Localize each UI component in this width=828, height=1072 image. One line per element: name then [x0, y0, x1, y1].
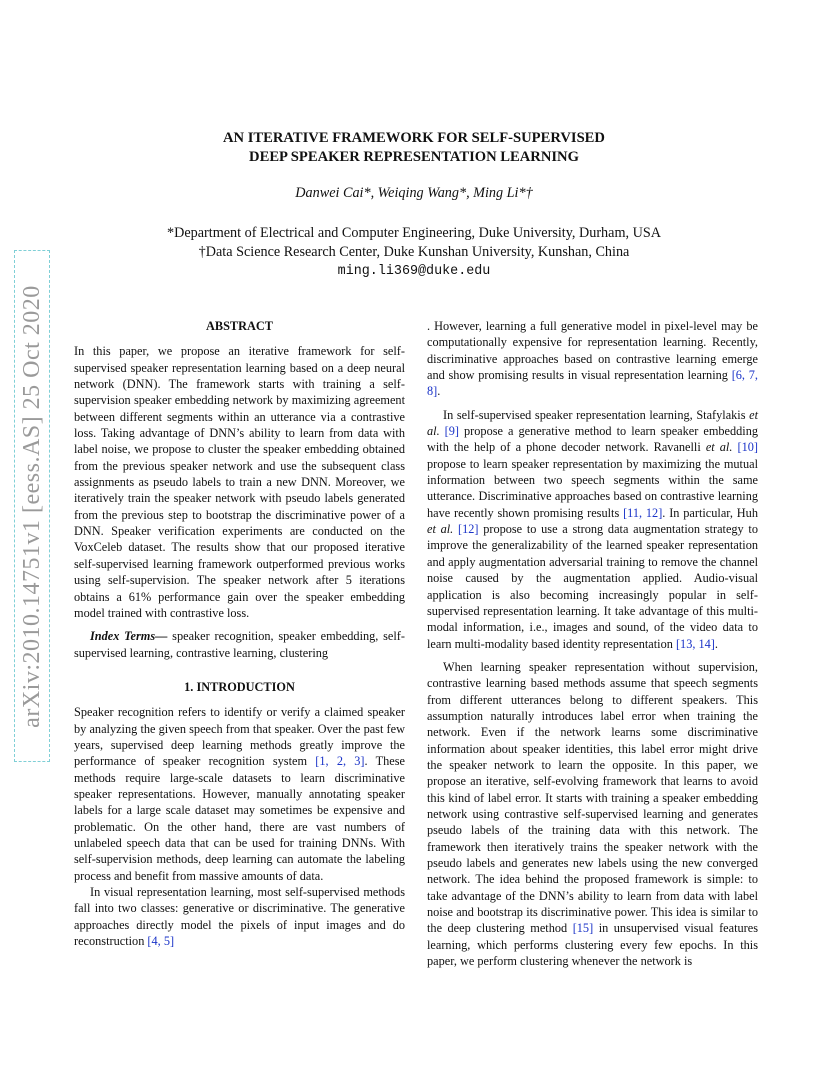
intro-paragraph-2-continued	[427, 318, 758, 400]
arxiv-stamp	[14, 250, 50, 762]
intro-paragraph-1	[74, 704, 405, 884]
text: . These methods require large-scale datasets to learn discriminative speaker representations. However, manually annotating speaker labels for a large scale dataset may sometimes be expensive and problematic. On the other hand, there are vast numbers of unlabeled speech data that can be used for training DNNs. With self-supervision methods, deep learning can automate the labeling process and benefit from massive amounts of data.	[74, 754, 405, 883]
intro-paragraph-2	[74, 884, 405, 949]
arxiv-id: arXiv:2010.14751v1 [eess.AS] 25 Oct 2020	[18, 284, 45, 728]
text: .	[714, 636, 718, 651]
et-al: et al.	[427, 407, 758, 439]
affiliation-1: *Department of Electrical and Computer Engineering, Duke University, Durham, USA	[167, 225, 661, 241]
title-line-2: DEEP SPEAKER REPRESENTATION LEARNING	[249, 149, 579, 165]
section-1-heading: 1. INTRODUCTION	[184, 679, 295, 694]
et-al: et al.	[705, 440, 733, 455]
abstract-text: In this paper, we propose an iterative framework for self-supervised speaker representation learning based on a deep neural network (DNN). The framework starts with training a self-supervision speaker embedding network by maximizing agreement between different segments within an utterance via a contrastive loss. Taking advantage of DNN’s ability to learn from data with label noise, we propose to cluster the speaker embedding obtained from the previous speaker network and use the subsequent class assignments as pseudo labels to train a new DNN. Moreover, we iteratively train the speaker network with pseudo labels generated from the previous step to bootstrap the discriminative power of a DNN. Speaker verification experiments are conducted on the VoxCeleb dataset. The results show that our proposed iterative self-supervised learning framework outperformed previous works using self-supervision. The speaker network after 5 iterations obtains a 61% performance gain over the speaker embedding model trained with contrastive loss.	[74, 344, 405, 620]
text: .	[437, 384, 441, 399]
text: in unsupervised visual features learning, which performs clustering every few epochs. In this paper, we perform clustering whenever the network is	[427, 921, 758, 969]
abstract-heading: ABSTRACT	[206, 319, 273, 333]
citation-link[interactable]: [6, 7, 8]	[427, 368, 758, 399]
citation-link[interactable]: [15]	[572, 921, 594, 936]
text: Speaker recognition refers to identify or verify a claimed speaker by analyzing the given speech from that speaker. Over the past few years, supervised deep learning methods greatly improve the performance of speaker recognition system	[74, 705, 405, 769]
right-column	[427, 318, 758, 969]
et-al: et al.	[427, 522, 454, 537]
citation-link[interactable]: [11, 12]	[623, 505, 663, 520]
intro-paragraph-3	[427, 407, 758, 652]
paper-title	[60, 129, 768, 167]
intro-paragraph-4	[427, 659, 758, 970]
text: When learning speaker representation without supervision, contrastive learning based methods assume that speech segments from different utterances belong to different speakers. This assumption naturally introduces label error when training the network. Even if the network learns some discriminative information about speaker identities, this label error might drive the speaker network to learn the opposite. In this paper, we propose an iterative, self-evolving framework that learns to avoid this kind of label error. It starts with training a speaker embedding network using contrastive self-supervised learning and generates pseudo labels of the training data with this network. The framework then iteratively trains the speaker network with the pseudo labels and generates new labels using the new converged network. The idea behind the proposed framework is simple: to take advantage of the DNN’s ability to learn from data with label noise and bootstrap its discriminative power. This idea is similar to the deep clustering method	[427, 659, 758, 936]
text: . In particular, Huh	[662, 505, 758, 520]
text: propose a generative method to learn speaker embedding with the help of a phone decoder network. Ravanelli	[427, 424, 759, 455]
email: ming.li369@duke.edu	[337, 264, 491, 279]
citation-link[interactable]: [4, 5]	[147, 934, 175, 949]
citation-link[interactable]: [1, 2, 3]	[315, 754, 365, 769]
authors: Danwei Cai*, Weiqing Wang*, Ming Li*†	[295, 185, 533, 201]
affiliation-2: †Data Science Research Center, Duke Kunshan University, Kunshan, China	[198, 244, 630, 260]
index-terms	[74, 628, 405, 661]
text: In self-supervised speaker representation learning, Stafylakis	[443, 407, 750, 422]
title-line-1: AN ITERATIVE FRAMEWORK FOR SELF-SUPERVISED	[223, 130, 605, 146]
text: propose to use a strong data augmentation strategy to improve the generalizability of the learned speaker representation and apply augmentation adversarial training to remove the channel noise caused by the augmentation applied. Audio-visual application is also becoming increasingly popular in self-supervised representation learning. It take advantage of this multi-modal information, i.e., images and sound, of the video data to learn multi-modality based identity representation	[427, 522, 758, 651]
left-column	[74, 318, 405, 949]
citation-link[interactable]: [10]	[737, 440, 759, 455]
index-terms-label: Index Terms—	[90, 629, 168, 644]
citation-link[interactable]: [13, 14]	[675, 636, 715, 651]
index-terms-text: speaker recognition, speaker embedding, self-supervised learning, contrastive learning, clustering	[74, 629, 405, 660]
citation-link[interactable]: [9]	[444, 424, 460, 439]
text: propose to learn speaker representation by maximizing the mutual information between two speech segments within the same utterance. Discriminative approaches based on contrastive learning have recently shown promising results	[427, 456, 758, 520]
citation-link[interactable]: [12]	[457, 522, 479, 537]
text: . However, learning a full generative model in pixel-level may be computationally expensive for representation learning. Recently, discriminative approaches based on contrastive learning emerge and show promising results in visual representation learning	[427, 319, 758, 383]
text: In visual representation learning, most self-supervised methods fall into two classes: generative or discriminative. The generative approaches directly model the pixels of input images and do reconstruction	[74, 885, 405, 949]
